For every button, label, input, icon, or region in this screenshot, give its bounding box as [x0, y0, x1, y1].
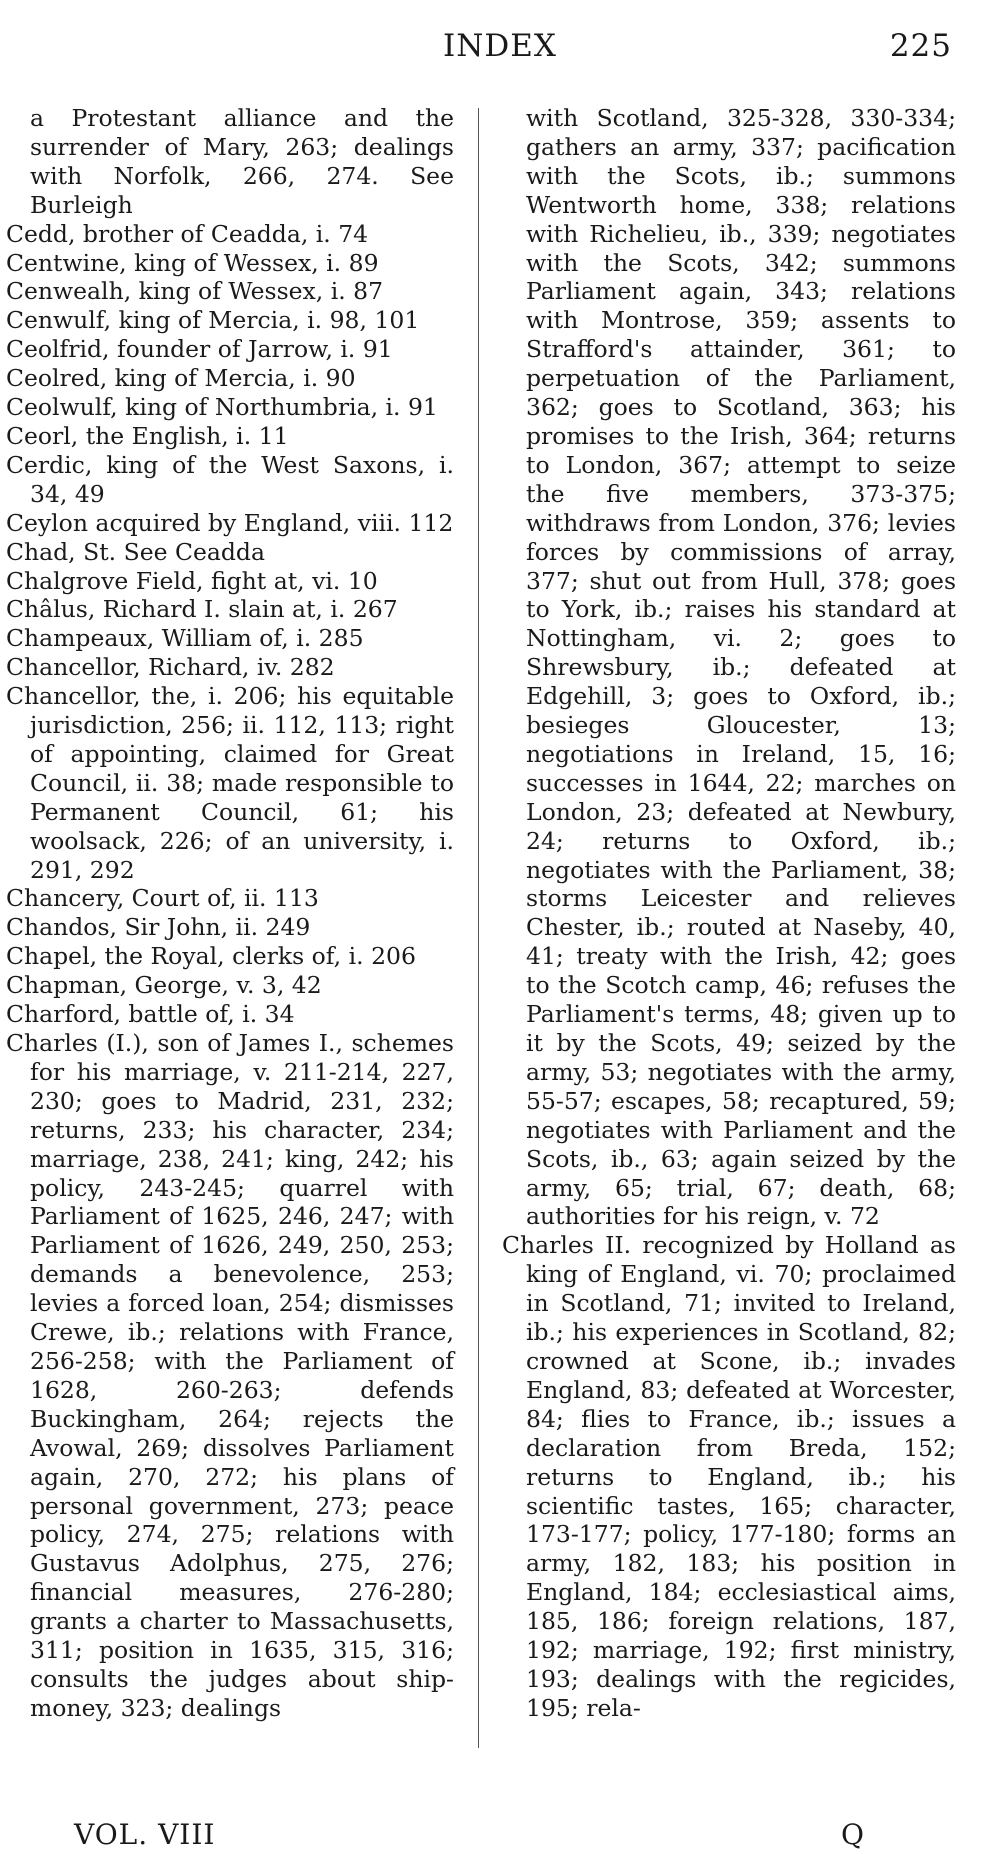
index-entry: Cedd, brother of Ceadda, i. 74 — [6, 219, 369, 248]
index-column-right — [502, 104, 956, 1723]
entry-continuation: a Protestant alliance and the surrender of Mary, 263; dealings with Norfolk, 266, 274. See Burleigh — [30, 104, 454, 219]
index-entry: Charles II. recognized by Holland as king of England, vi. 70; proclaimed in Scotland, 71; invited to Ireland, ib.; his experiences in Scotland, 82; crowned at Scone, ib.; invades England, 83; defeated at Worcester, 84; flies to France, ib.; issues a declaration from Breda, 152; returns to England, ib.; his scientific tastes, 165; character, 173-177; policy, 177-180; forms an army, 182, 183; his position in England, 184; ecclesiastical aims, 185, 186; foreign relations, 187, 192; marriage, 192; first ministry, 193; dealings with the regicides, 195; rela- — [502, 1231, 956, 1722]
column-divider — [478, 108, 479, 1748]
volume-label: VOL. VIII — [74, 1818, 216, 1851]
index-entry: Chandos, Sir John, ii. 249 — [6, 913, 311, 942]
index-entry: Chapel, the Royal, clerks of, i. 206 — [6, 942, 416, 971]
index-entry: Cenwulf, king of Mercia, i. 98, 101 — [6, 306, 420, 335]
entry-continuation: with Scotland, 325-328, 330-334; gathers an army, 337; pacification with the Scots, ib.; summons Wentworth home, 338; relations with Richelieu, ib., 339; negotiates with the Scots, 342; summons Parliament again, 343; relations with Montrose, 359; assents to Strafford's attainder, 361; to perpetuation of the Parliament, 362; goes to Scotland, 363; his promises to the Irish, 364; returns to London, 367; attempt to seize the five members, 373-375; withdraws from London, 376; levies forces by commissions of array, 377; shut out from Hull, 378; goes to York, ib.; raises his standard at Nottingham, vi. 2; goes to Shrewsbury, ib.; defeated at Edgehill, 3; goes to Oxford, ib.; besieges Gloucester, 13; negotiations in Ireland, 15, 16; successes in 1644, 22; marches on London, 23; defeated at Newbury, 24; returns to Oxford, ib.; negotiates with the Parliament, 38; storms Leicester and relieves Chester, ib.; routed at Naseby, 40, 41; treaty with the Irish, 42; goes to the Scotch camp, 46; refuses the Parliament's terms, 48; given up to it by the Scots, 49; seized by the army, 53; negotiates with the army, 55-57; escapes, 58; recaptured, 59; negotiates with Parliament and the Scots, ib., 63; again seized by the army, 65; trial, 67; death, 68; authorities for his reign, v. 72 — [526, 104, 956, 1231]
page-number: 225 — [889, 28, 952, 64]
index-entry: Ceolfrid, founder of Jarrow, i. 91 — [6, 335, 393, 364]
index-entry: Chad, St. See Ceadda — [6, 537, 265, 566]
index-entry: Ceylon acquired by England, viii. 112 — [6, 508, 454, 537]
index-entry: Chalgrove Field, fight at, vi. 10 — [6, 566, 378, 595]
index-entry: Ceorl, the English, i. 11 — [6, 421, 289, 450]
index-entry: Charford, battle of, i. 34 — [6, 1000, 295, 1029]
index-entry: Charles (I.), son of James I., schemes for his marriage, v. 211-214, 227, 230; goes to Madrid, 231, 232; returns, 233; his character, 234; marriage, 238, 241; king, 242; his policy, 243-245; quarrel with Parliament of 1625, 246, 247; with Parliament of 1626, 249, 250, 253; demands a benevolence, 253; levies a forced loan, 254; dismisses Crewe, ib.; relations with France, 256-258; with the Parliament of 1628, 260-263; defends Buckingham, 264; rejects the Avowal, 269; dissolves Parliament again, 270, 272; his plans of personal government, 273; peace policy, 274, 275; relations with Gustavus Adolphus, 275, 276; financial measures, 276-280; grants a charter to Massachusetts, 311; position in 1635, 315, 316; consults the judges about ship-money, 323; dealings — [6, 1029, 454, 1722]
index-entry: Cenwealh, king of Wessex, i. 87 — [6, 277, 384, 306]
page-header — [0, 28, 1000, 72]
index-entry: Chancery, Court of, ii. 113 — [6, 884, 319, 913]
index-entry: Chancellor, the, i. 206; his equitable jurisdiction, 256; ii. 112, 113; right of appointing, claimed for Great Council, ii. 38; made responsible to Permanent Council, 61; his woolsack, 226; of an university, i. 291, 292 — [6, 682, 454, 884]
index-entry: Ceolwulf, king of Northumbria, i. 91 — [6, 393, 438, 422]
index-entry: Chancellor, Richard, iv. 282 — [6, 653, 335, 682]
index-entry: Cerdic, king of the West Saxons, i. 34, 49 — [6, 450, 454, 508]
running-title: INDEX — [443, 28, 557, 64]
index-entry: Champeaux, William of, i. 285 — [6, 624, 364, 653]
index-entry: Centwine, king of Wessex, i. 89 — [6, 248, 379, 277]
index-entry: Chapman, George, v. 3, 42 — [6, 971, 322, 1000]
index-entry: Châlus, Richard I. slain at, i. 267 — [6, 595, 398, 624]
index-column-left — [6, 104, 454, 1723]
signature-mark: Q — [841, 1818, 864, 1851]
index-entry: Ceolred, king of Mercia, i. 90 — [6, 364, 356, 393]
